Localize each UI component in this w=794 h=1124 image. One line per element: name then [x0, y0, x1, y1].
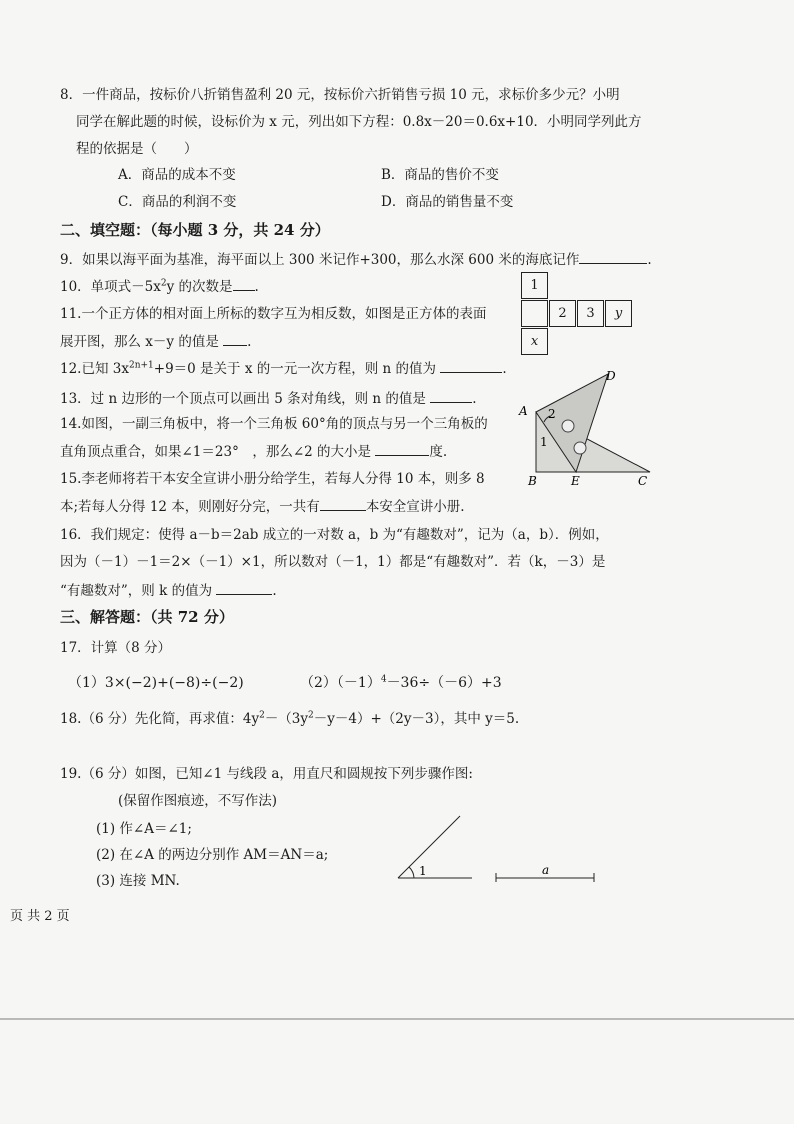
q18-text-a: 18.（6 分）先化简，再求值：4y — [60, 711, 260, 727]
q15-text-a: 本;若每人分得 12 本，则刚好分完，一共有 — [60, 499, 320, 515]
q16-text: “有趣数对”，则 k 的值为 — [60, 583, 213, 599]
net-cell-2: 2 — [549, 300, 576, 327]
q14-text-b: 度. — [429, 444, 448, 460]
q12 — [60, 358, 507, 378]
board-hole-1 — [562, 420, 574, 432]
section-3-heading: 三、解答题：（共 72 分） — [60, 608, 234, 626]
q10-exponent: 2 — [160, 278, 167, 289]
q10-text-a: 10．单项式－5x — [60, 279, 161, 295]
label-E: E — [571, 474, 580, 488]
net-cell-3: 3 — [577, 300, 604, 327]
q15-text-b: 本安全宣讲小册. — [365, 499, 465, 515]
q13-blank — [430, 388, 472, 403]
q13-end: . — [472, 391, 477, 407]
q19-line1: 19.（6 分）如图，已知∠1 与线段 a，用直尺和圆规按下列步骤作图: — [60, 766, 473, 782]
q16-line3 — [60, 580, 277, 600]
q15-blank — [320, 496, 366, 511]
q8-line1: 8．一件商品，按标价八折销售盈利 20 元，按标价六折销售亏损 10 元，求标价多少元？小明 — [60, 87, 620, 103]
q9-end: . — [647, 252, 652, 268]
label-angle-1: 1 — [540, 435, 548, 449]
segment-label: a — [542, 863, 550, 877]
triangle-figure — [516, 368, 658, 488]
q8-option-a: A．商品的成本不变 — [118, 167, 236, 183]
q17-part2-exponent: 4 — [380, 674, 387, 685]
angle-ray-upper — [398, 816, 460, 878]
q11-end: . — [247, 334, 252, 350]
angle-label: 1 — [419, 864, 427, 878]
q9-text: 9．如果以海平面为基准，海平面以上 300 米记作+300，那么水深 600 米的海底记作 — [60, 252, 580, 268]
q18-text-b: －（3y — [264, 711, 309, 727]
q8-option-b: B．商品的售价不变 — [381, 167, 499, 183]
q17-title: 17．计算（8 分） — [60, 640, 172, 656]
q16-line1: 16．我们规定：使得 a－b＝2ab 成立的一对数 a，b 为“有趣数对”，记为（a，b）．例如， — [60, 527, 609, 543]
label-C: C — [638, 474, 648, 488]
q18 — [60, 710, 519, 728]
q14-text-a: 直角顶点重合，如果∠1＝23° ，那么∠2 的大小是 — [60, 444, 372, 460]
q12-blank — [440, 358, 502, 373]
q16-line2: 因为（－1）－1＝2×（－1）×1，所以数对（－1，1）都是“有趣数对”．若（k，－3）是 — [60, 554, 606, 570]
label-angle-2: 2 — [548, 407, 556, 421]
q10-end: . — [254, 279, 259, 295]
q15-line1: 15.李老师将若干本安全宣讲小册分给学生，若每人分得 10 本，则多 8 — [60, 471, 485, 487]
q9 — [60, 249, 652, 269]
q12-exponent: 2n+1 — [128, 360, 154, 371]
q19-line2: (保留作图痕迹，不写作法) — [118, 793, 278, 809]
q8-line3: 程的依据是（ ） — [76, 141, 198, 157]
q11-line2 — [60, 331, 251, 351]
segment-a-figure — [494, 862, 598, 886]
q12-end: . — [502, 361, 507, 377]
q17-part2-b: －36÷（－6）+3 — [386, 675, 502, 691]
net-cell-x: x — [521, 328, 548, 355]
page-bottom-edge — [0, 1018, 794, 1020]
q14-line1: 14.如图，一副三角板中，将一个三角板 60°角的顶点与另一个三角板的 — [60, 416, 488, 432]
q13 — [60, 388, 477, 408]
q19-step1: (1) 作∠A＝∠1; — [96, 821, 192, 837]
q11-blank — [223, 331, 247, 346]
q16-blank — [216, 580, 272, 595]
net-cell-y: y — [605, 300, 632, 327]
net-cell-empty — [521, 300, 548, 327]
q10-text-b: y 的次数是 — [166, 279, 233, 295]
q19-step3: (3) 连接 MN. — [96, 873, 180, 889]
label-A: A — [519, 404, 528, 418]
q8-option-d: D．商品的销售量不变 — [381, 194, 514, 210]
q10 — [60, 276, 259, 296]
label-B: B — [528, 474, 537, 488]
q15-line2 — [60, 496, 465, 516]
q11-text: 展开图，那么 x－y 的值是 — [60, 334, 219, 350]
q14-blank — [375, 441, 429, 456]
q18-exp-1: 2 — [259, 710, 265, 721]
q14-line2 — [60, 441, 447, 461]
q9-blank — [579, 249, 647, 264]
q8-line2: 同学在解此题的时候，设标价为 x 元，列出如下方程：0.8x－20＝0.6x+10．小明同学列此方 — [76, 114, 642, 130]
q18-text-c: －y－4）+（2y－3），其中 y＝5. — [313, 711, 520, 727]
q18-exp-2: 2 — [308, 710, 314, 721]
q19-step2: (2) 在∠A 的两边分别作 AM＝AN＝a; — [96, 847, 329, 863]
q13-text: 13．过 n 边形的一个顶点可以画出 5 条对角线，则 n 的值是 — [60, 391, 426, 407]
q12-text-a: 12.已知 3x — [60, 361, 129, 377]
label-D: D — [606, 369, 616, 383]
angle-1-figure — [394, 812, 494, 884]
q11-line1: 11.一个正方体的相对面上所标的数字互为相反数，如图是正方体的表面 — [60, 306, 487, 322]
net-cell-1: 1 — [521, 272, 548, 299]
q8-option-c: C．商品的利润不变 — [118, 194, 237, 210]
board-hole-2 — [574, 442, 586, 454]
page-footer: 页 共 2 页 — [10, 909, 70, 924]
q10-blank — [233, 276, 255, 291]
angle-arc — [409, 867, 414, 878]
section-2-heading: 二、填空题：（每小题 3 分，共 24 分） — [60, 221, 330, 239]
q17-part2 — [300, 674, 502, 692]
q16-end: . — [272, 583, 277, 599]
q17-part2-a: （2）（－1） — [300, 675, 381, 691]
q17-part1: （1）3×(−2)+(−8)÷(−2) — [68, 675, 244, 691]
q12-text-b: +9＝0 是关于 x 的一元一次方程，则 n 的值为 — [153, 361, 437, 377]
